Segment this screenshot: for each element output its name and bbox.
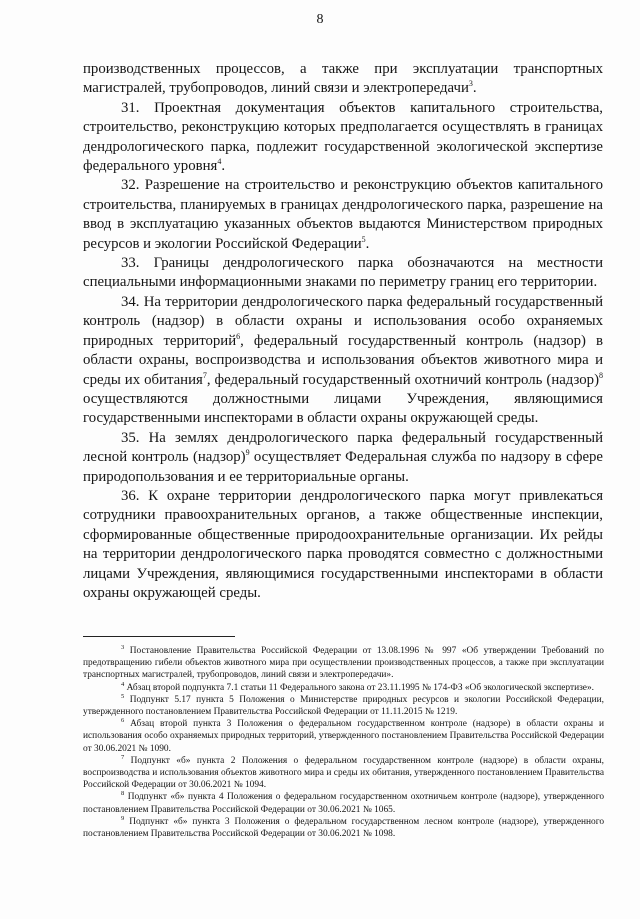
footnote-ref[interactable]: 7 xyxy=(202,370,207,380)
footnote-number: 4 xyxy=(121,680,125,688)
footnote-separator xyxy=(83,636,235,637)
footnote-4: $^4$ Абзац второй подпункта 7.1 статьи 11 Федерального закона от 23.11.1995 № 174-ФЗ «Об экологической экспертизе». xyxy=(121,680,594,693)
paragraph-continuation: производственных процессов, а также при эксплуатации транспортных магистралей, трубопроводов, линий связи и электропередачи$^3$. xyxy=(83,61,603,97)
footnote-5: $^5$ Подпункт 5.17 пункта 5 Положения о Министерстве природных ресурсов и экологии Российской Федерации, утвержденного постановлением Правительства Российской Федерации от 11.11.2015 № 1219. xyxy=(83,692,605,718)
footnote-number: 5 xyxy=(121,692,125,700)
paragraph-35: 35. На землях дендрологического парка федеральный государственный лесной контроль (надзор)$^9$ осуществляет Федеральная служба по надзору в сфере природопользования и ее территориальные органы. xyxy=(83,429,603,485)
footnote-ref[interactable]: 8 xyxy=(599,370,604,380)
footnote-8: $^8$ Подпункт «б» пункта 4 Положения о федеральном государственном охотничьем контроле (надзоре), утвержденного постановлением Правительства Российской Федерации от 30.06.2021 № 1065. xyxy=(83,790,605,815)
footnote-number: 3 xyxy=(121,644,125,651)
footnotes xyxy=(83,645,604,840)
footnote-ref[interactable]: 3 xyxy=(468,79,473,89)
footnote-ref[interactable]: 5 xyxy=(361,234,366,244)
paragraph-32: 32. Разрешение на строительство и реконструкцию объектов капитального строительства, планируемых в границах дендрологического парка, разрешение на ввод в эксплуатацию указанных объектов выдаются Министерством природных ресурсов и экологии Российской Федерации$^5$. xyxy=(83,177,603,252)
paragraph-31: 31. Проектная документация объектов капитального строительства, строительство, реконструкцию которых предполагается осуществлять в границах дендрологического парка, подлежит государственной экологической экспертизе федерального уровня$^4$. xyxy=(83,99,603,175)
footnote-number: 6 xyxy=(121,717,125,725)
footnote-ref[interactable]: 9 xyxy=(245,448,250,458)
footnote-3: $^3$ Постановление Правительства Российской Федерации от 13.08.1996 № 997 «Об утверждении Требований по предотвращению гибели объектов животного мира при осуществлении производственных процессов, а также при эксплуатации транспортных магистралей, трубопроводов, линий связи и электропередачи». xyxy=(83,644,604,681)
footnote-number: 8 xyxy=(121,790,125,798)
paragraph-34: 34. На территории дендрологического парка федеральный государственный контроль (надзор) в области охраны и использования особо охраняемых природных территорий$^6$, федеральный государственный контроль (надзор) в области охраны, воспроизводства и использования объектов животного мира и среды их обитания$^7$, федеральный государственный охотничий контроль (надзор)$^8$ осуществляются должностными лицами Учреждения, являющимися государственными инспекторами в области охраны окружающей среды. xyxy=(83,293,604,427)
paragraph-36: 36. К охране территории дендрологического парка могут привлекаться сотрудники правоохранительных органов, а также общественные инспекции, сформированные общественные природоохранительные организации. Их рейды на территории дендрологического парка проводятся совместно с должностными лицами Учреждения, являющимися государственными инспекторами в области охраны окружающей среды. xyxy=(83,487,603,601)
footnote-7: $^7$ Подпункт «б» пункта 2 Положения о федеральном государственном контроле (надзоре) в области охраны, воспроизводства и использования объектов животного мира и среды их обитания, утвержденного постановлением Правительства Российской Федерации от 30.06.2021 № 1094. xyxy=(83,753,604,791)
paragraph-33: 33. Границы дендрологического парка обозначаются на местности специальными информационными знаками по периметру границ его территории. xyxy=(83,255,603,291)
footnote-number: 9 xyxy=(121,814,125,822)
document-body xyxy=(83,60,603,603)
footnote-ref[interactable]: 4 xyxy=(217,157,222,167)
page-number: 8 xyxy=(316,12,324,27)
footnote-9: $^9$ Подпункт «б» пункта 3 Положения о федеральном государственном лесном контроле (надзоре), утвержденного постановлением Правительства Российской Федерации от 30.06.2021 № 1098. xyxy=(83,814,605,840)
footnote-6: $^6$ Абзац второй пункта 3 Положения о федеральном государственном контроле (надзоре) в области охраны и использования особо охраняемых природных территорий, утвержденного постановлением Правительства Российской Федерации от 30.06.2021 № 1090. xyxy=(83,717,604,754)
footnote-number: 7 xyxy=(121,753,125,761)
footnote-ref[interactable]: 6 xyxy=(236,331,241,341)
